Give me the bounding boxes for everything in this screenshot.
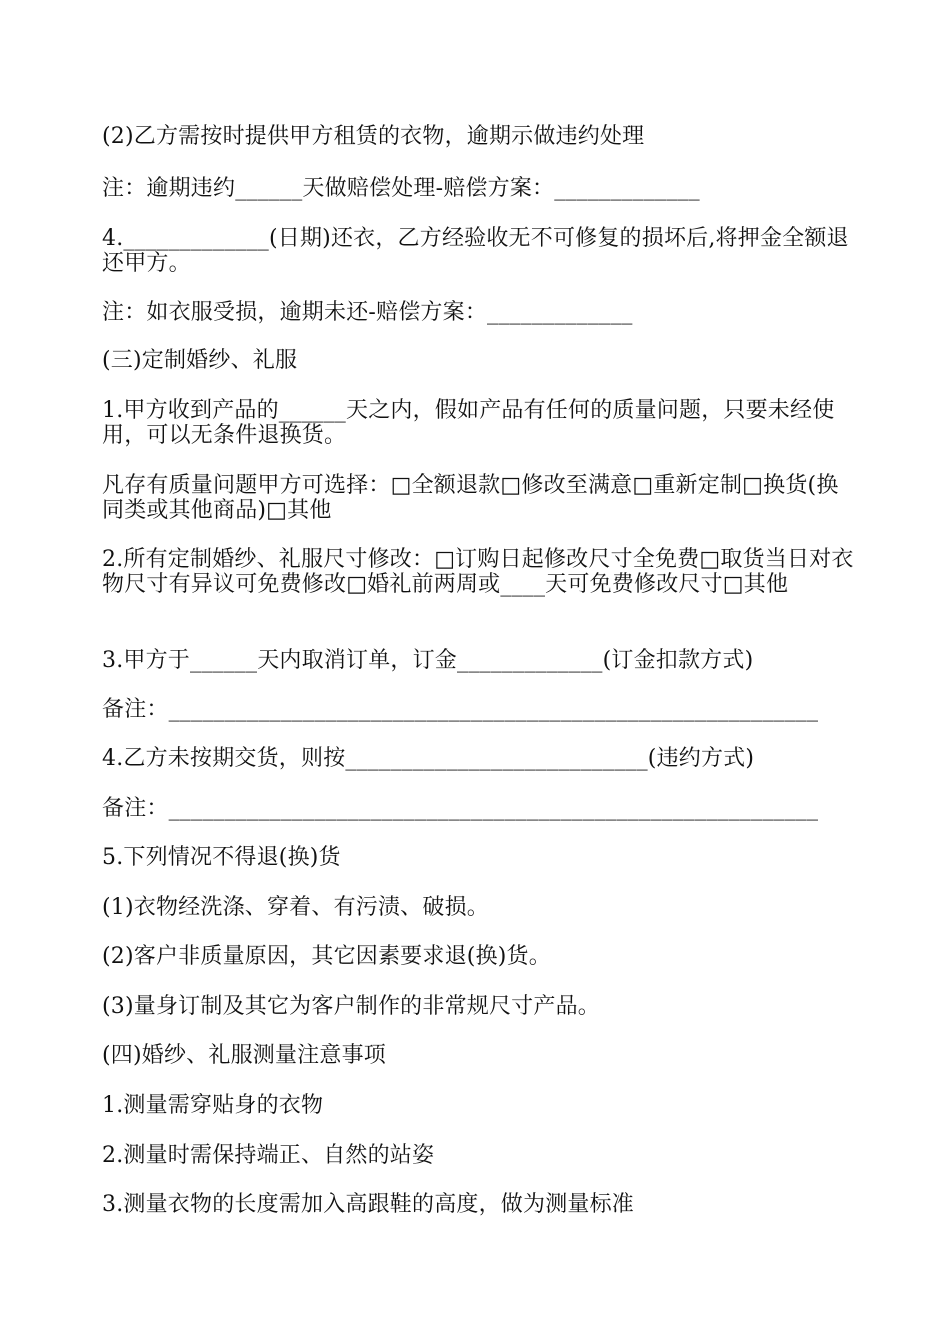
paragraph-custom-5: 5.下列情况不得退(换)货 [102,845,341,870]
list-item-no-return-3: (3)量身订制及其它为客户制作的非常规尺寸产品。 [102,994,600,1019]
paragraph-custom-3: 3.甲方于______天内取消订单，订金_____________(订金扣款方式) [102,648,754,673]
section-heading-measurement: (四)婚纱、礼服测量注意事项 [102,1043,386,1068]
paragraph-custom-4: 4.乙方未按期交货，则按___________________________(违约方式) [102,746,755,771]
paragraph-overdue-note: 注：逾期违约______天做赔偿处理-赔偿方案：_____________ [102,176,700,201]
list-item-measure-1: 1.测量需穿贴身的衣物 [102,1093,324,1118]
paragraph-quality-options: 凡存有质量问题甲方可选择：□全额退款□修改至满意□重新定制□换货(换同类或其他商品)□其他 [102,473,839,523]
paragraph-remark-2: 备注：__________________________________________________________ [102,796,819,821]
list-item-measure-3: 3.测量衣物的长度需加入高跟鞋的高度，做为测量标准 [102,1192,634,1217]
list-item-measure-2: 2.测量时需保持端正、自然的站姿 [102,1143,435,1168]
section-heading-custom: (三)定制婚纱、礼服 [102,348,298,373]
list-item-no-return-1: (1)衣物经洗涤、穿着、有污渍、破损。 [102,895,489,920]
list-item-no-return-2: (2)客户非质量原因，其它因素要求退(换)货。 [102,944,551,969]
paragraph-custom-2: 2.所有定制婚纱、礼服尺寸修改：□订购日起修改尺寸全免费□取货当日对衣物尺寸有异议可免费修改□婚礼前两周或____天可免费修改尺寸□其他 [102,547,854,597]
paragraph-remark-1: 备注：__________________________________________________________ [102,697,819,722]
paragraph-custom-1: 1.甲方收到产品的______天之内，假如产品有任何的质量问题，只要未经使用，可以无条件退换货。 [102,398,835,448]
paragraph-rental-2: (2)乙方需按时提供甲方租赁的衣物，逾期示做违约处理 [102,124,645,149]
paragraph-damage-note: 注：如衣服受损，逾期未还-赔偿方案：_____________ [102,300,633,325]
paragraph-return-4: 4._____________(日期)还衣，乙方经验收无不可修复的损坏后,将押金全额退还甲方。 [102,226,849,276]
